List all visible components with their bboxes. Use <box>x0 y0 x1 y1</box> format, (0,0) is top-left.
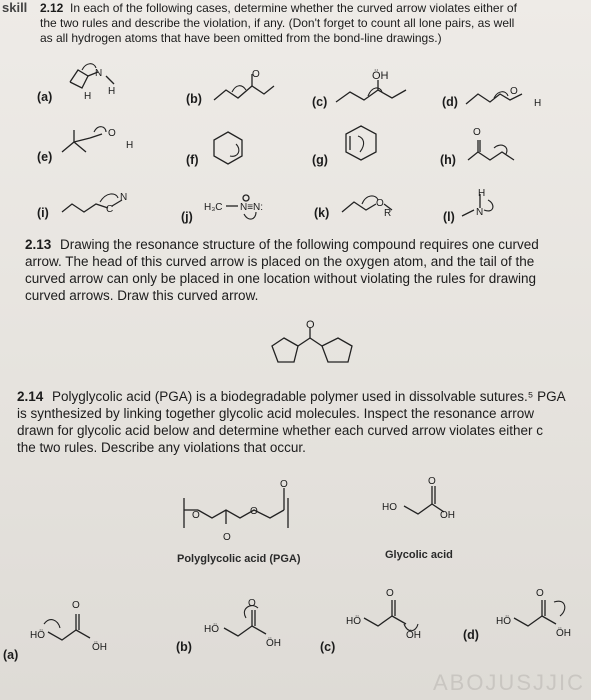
atom-o-glycolic: O <box>428 476 436 487</box>
part-a-label: (a) <box>37 90 53 104</box>
structure-2-13 <box>266 316 366 372</box>
part-214-a-label: (a) <box>3 648 19 662</box>
atom-h-a1: H <box>84 91 92 102</box>
atom-oh-214d: ÖH <box>556 628 571 639</box>
atom-o-214d: O <box>536 588 544 599</box>
atom-o-pga-2: O <box>250 506 258 517</box>
atom-h-a2: H <box>108 86 116 97</box>
problem-number-2-14: 2.14 <box>17 389 44 404</box>
problem-2-13-line-4: curved arrows. Draw this curved arrow. <box>25 288 259 303</box>
atom-o-214b: O <box>248 598 256 609</box>
part-g-label: (g) <box>312 153 328 167</box>
atom-o-e: O <box>108 128 116 139</box>
problem-2-12-line-2: the two rules and describe the violation, if any. (Don't forget to count all lone pairs, as well <box>40 16 515 30</box>
part-l-label: (l) <box>443 210 455 224</box>
atom-n-i: N <box>120 192 128 203</box>
atom-o-h: O <box>473 127 481 138</box>
atom-o-pga-1: O <box>192 510 200 521</box>
bleed-through-text: ABOJUSJJIC <box>432 670 585 695</box>
part-b-label: (b) <box>186 92 202 106</box>
atom-ho-214b: HÖ <box>204 624 219 635</box>
part-k-label: (k) <box>314 206 330 220</box>
atom-nn-j: N≡N: <box>240 202 264 213</box>
problem-2-12-line-3: as all hydrogen atoms that have been omitted from the bond-line drawings.) <box>40 31 442 45</box>
part-f-label: (f) <box>186 153 199 167</box>
structure-b <box>212 72 282 112</box>
part-d-label: (d) <box>442 95 458 109</box>
problem-number-2-13: 2.13 <box>25 237 52 252</box>
atom-h-d: H <box>534 98 542 109</box>
part-214-c-label: (c) <box>320 640 336 654</box>
glycolic-caption: Glycolic acid <box>385 549 453 561</box>
atom-o-k: O <box>376 198 384 209</box>
structure-f <box>208 128 248 168</box>
atom-h3c-j: H₃C <box>204 202 223 213</box>
atom-oh-glycolic: OH <box>440 510 455 521</box>
part-214-b-label: (b) <box>176 640 192 654</box>
atom-o-d: O <box>510 86 518 97</box>
atom-oh-214b: ÖH <box>266 638 281 649</box>
atom-r-k: R <box>384 208 392 219</box>
atom-n-a: N <box>95 68 103 79</box>
atom-o-pga-3: O <box>223 532 231 543</box>
atom-n-l: N <box>476 207 484 218</box>
skill-label: skill <box>2 0 28 15</box>
problem-2-13-line-2: arrow. The head of this curved arrow is placed on the oxygen atom, and the tail of the <box>25 254 535 269</box>
atom-o-b: O <box>252 69 260 80</box>
problem-2-12-line-1: In each of the following cases, determine whether the curved arrow violates either of <box>70 1 517 15</box>
part-c-label: (c) <box>312 95 328 109</box>
atom-h-e: H <box>126 140 134 151</box>
problem-2-14-line-2: is synthesized by linking together glycolic acid molecules. Inspect the resonance arrow <box>17 406 535 421</box>
problem-2-14-line-4: the two rules. Describe any violations that occur. <box>17 440 306 455</box>
part-214-d-label: (d) <box>463 628 479 642</box>
problem-2-14-line-1: Polyglycolic acid (PGA) is a biodegradable polymer used in dissolvable sutures.⁵ PGA <box>52 389 566 404</box>
atom-o-pga-4: O <box>280 479 288 490</box>
atom-c-i: C <box>106 204 114 215</box>
atom-oh-214c: ÖH <box>406 630 421 641</box>
atom-h-l: H <box>478 188 486 199</box>
structure-i <box>60 188 140 222</box>
part-h-label: (h) <box>440 153 456 167</box>
structure-g <box>340 122 382 164</box>
atom-ho-214c: HÖ <box>346 616 361 627</box>
part-i-label: (i) <box>37 206 49 220</box>
pga-caption: Polyglycolic acid (PGA) <box>177 553 301 565</box>
atom-ho-214d: HÖ <box>496 616 511 627</box>
problem-2-13-line-1: Drawing the resonance structure of the following compound requires one curved <box>60 237 539 252</box>
problem-2-13-line-3: curved arrow can only be placed in one location without violating the rules for drawing <box>25 271 537 286</box>
atom-oh-214a: ÖH <box>92 642 107 653</box>
atom-ho-glycolic: HO <box>382 502 397 513</box>
problem-number-2-12: 2.12 <box>40 1 64 15</box>
atom-o-214a: O <box>72 600 80 611</box>
atom-o-2-13: O <box>306 319 315 331</box>
atom-oh-c: ÖH <box>372 70 389 82</box>
part-e-label: (e) <box>37 150 53 164</box>
atom-o-214c: O <box>386 588 394 599</box>
structure-k <box>340 192 410 222</box>
problem-2-14-line-3: drawn for glycolic acid below and determine whether each curved arrow violates either c <box>17 423 544 438</box>
part-j-label: (j) <box>181 210 193 224</box>
atom-ho-214a: HÖ <box>30 630 45 641</box>
structure-d <box>464 86 544 112</box>
